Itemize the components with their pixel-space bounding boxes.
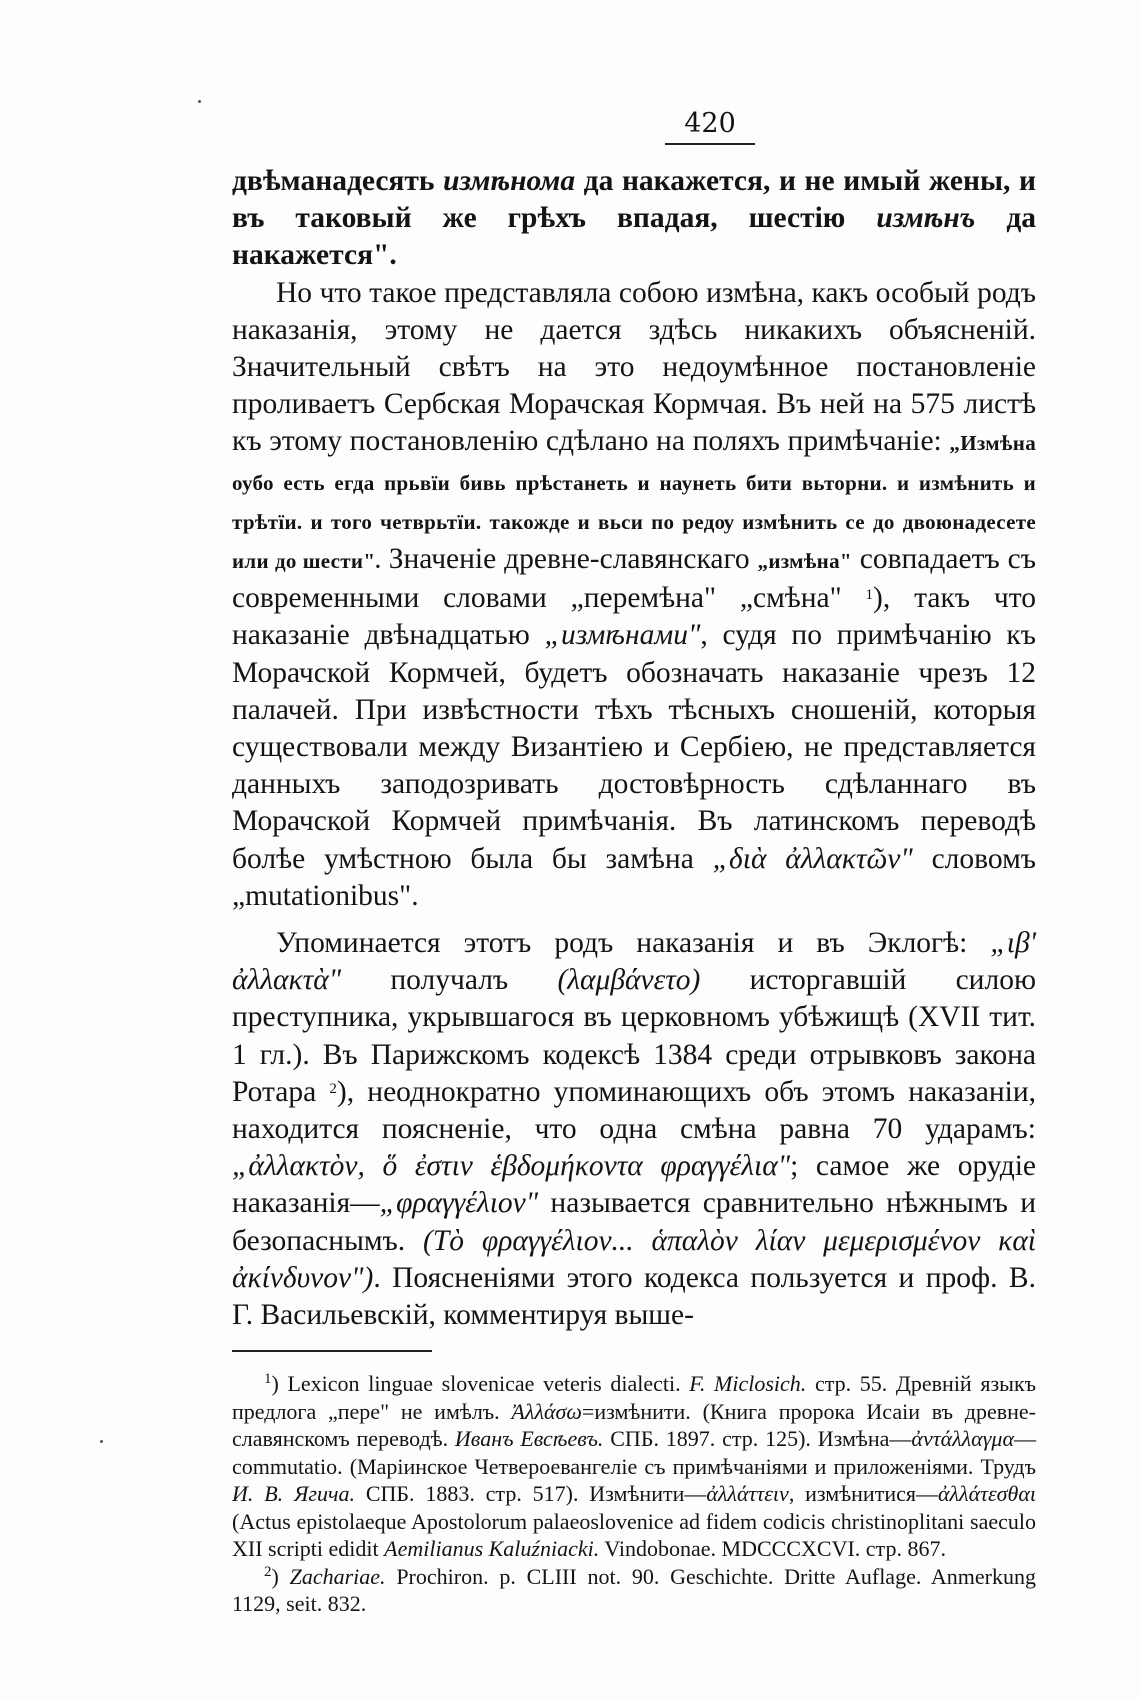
- text-run: да накажется, и не имый жены, и въ таковый же грѣхъ впадая, шестію: [232, 165, 1036, 235]
- text-run: , судя по примѣчанію къ Морачской Кормчей, будетъ обозначать наказаніе чрезъ 12 палачей. При извѣстности тѣхъ тѣсныхъ сношеній, которыя существовали между Византіею и Сербіею, не представляется данныхъ заподозривать достовѣрность сдѣланнаго въ Морачской Кормчей примѣчанія. Въ латинскомъ переводѣ болѣе умѣстною была бы замѣна: [232, 619, 1036, 875]
- main-text: [232, 163, 1036, 1334]
- paragraph-ecloga: [232, 925, 1036, 1334]
- book-page: [232, 108, 1036, 1618]
- greek-phrase: „ιβʹ ἀλλακτὰ": [232, 927, 1036, 997]
- text-run: СПБ. 1883. стр. 517). Измѣнити—: [355, 1481, 707, 1507]
- greek-phrase: „διὰ ἀλλακτῶν": [712, 842, 913, 875]
- paragraph-continuation: [232, 163, 1036, 275]
- footnote-1: [232, 1370, 1036, 1563]
- greek-word: ἀλλάττειν: [706, 1481, 789, 1507]
- footnote-ref-2: 2: [329, 1080, 337, 1097]
- text-run: , измѣнитися—: [788, 1481, 938, 1507]
- text-run: . Поясненіями этого кодекса пользуется и проф. В. Г. Васильевскій, комментируя выше-: [232, 1261, 1036, 1332]
- author-name: Иванъ Евсѣевъ.: [454, 1426, 604, 1452]
- greek-phrase: „φραγγέλιον": [379, 1187, 539, 1220]
- author-name: F. Miclosich.: [689, 1371, 807, 1397]
- text-run: СПБ. 1897. стр. 125). Измѣна—: [603, 1426, 912, 1452]
- footnote-ref-1: 1: [865, 587, 874, 604]
- greek-word: ἀλλάτεσθαι: [937, 1481, 1036, 1507]
- text-run: да накажется".: [232, 202, 1036, 272]
- text-run: ) Lexicon linguae slovenicae veteris dialecti.: [271, 1371, 690, 1397]
- text-run: ; самое же орудіе наказанія—: [232, 1150, 1036, 1220]
- stray-mark: [100, 1440, 103, 1443]
- old-slavonic-word: „измѣна": [757, 549, 852, 574]
- footnote-divider: [232, 1350, 432, 1352]
- stray-mark: [198, 100, 201, 103]
- text-run: ), такъ что наказаніе двѣнадцатью: [232, 582, 1036, 652]
- text-run: ), неоднократно упоминающихъ объ этомъ наказаніи, находится поясненіе, что одна смѣна равна 70 ударамъ:: [232, 1075, 1037, 1146]
- text-run: ): [271, 1563, 290, 1589]
- text-run: —commutatio. (Маріинское Четвероевангеліе съ примѣчаніями и приложеніями. Трудъ: [232, 1426, 1036, 1479]
- author-name: И. В. Ягича.: [232, 1481, 356, 1507]
- text-run: совпадаетъ съ современными словами „перемѣна" „смѣна": [232, 543, 1037, 615]
- footnote-number: 2: [264, 1563, 272, 1580]
- text-run: =измѣнити. (Книга пророка Исаіи въ древне-славянскомъ переводѣ.: [232, 1398, 1036, 1452]
- paragraph-izmena: [232, 275, 1036, 915]
- footnotes: [232, 1370, 1036, 1618]
- text-run: Значеніе древне-славянскаго: [380, 543, 758, 576]
- greek-phrase: „ἀλλακτὸν, ὅ ἐστιν ἑβδομήκοντα φραγγέλια": [232, 1150, 791, 1183]
- page-number: 420: [665, 108, 755, 145]
- text-run: словомъ „mutationibus".: [232, 842, 1036, 912]
- author-name: Aemilianus Kaluźniacki.: [384, 1536, 600, 1562]
- footnote-2: [232, 1563, 1036, 1618]
- footnote-number: 1: [264, 1371, 272, 1388]
- text-run-italic: измѣнома: [443, 165, 576, 197]
- text-run: Упоминается этотъ родъ наказанія и въ Эклогѣ:: [276, 927, 991, 960]
- old-slavonic-quote: „Измѣна оубо есть егда прьвїи бивь прѣстанеть и наунеть бити вьторни. и измѣнить и трѣтїи. и того четврьтїи. такожде и вьси по редѹ измѣнить се до двоюнадесете или до шести".: [232, 431, 1036, 574]
- greek-word: ἀντάλλαγμα: [911, 1426, 1014, 1452]
- text-run: исторгавшій силою преступника, укрывшагося въ церковномъ убѣжищѣ (XVII тит. 1 гл.). Въ Парижскомъ кодексѣ 1384 среди отрывковъ закона Ротара: [232, 964, 1036, 1108]
- text-run: называется сравнительно нѣжнымъ и безопаснымъ.: [232, 1187, 1036, 1257]
- greek-phrase: (λαμβάνετο): [557, 964, 701, 997]
- text-run: (Actus epistolaeque Apostolorum palaeoslovenice ad fidem codicis christinoplitani saeculo XII scripti edidit: [232, 1508, 1036, 1562]
- text-run: Но что такое представляла собою измѣна, какъ особый родъ наказанія, этому не дается здѣсь никакихъ объясненій. Значительный свѣтъ на это недоумѣнное постановленіе проливаетъ Сербская Морачская Кормчая. Въ ней на 575 листѣ къ этому постановленію сдѣлано на поляхъ примѣчаніе:: [232, 276, 1036, 458]
- text-run-italic: измѣнъ: [876, 202, 976, 235]
- text-run-italic: „измѣнами": [544, 619, 701, 652]
- greek-word: Ἀλλάσω: [511, 1398, 582, 1424]
- text-run: двѣманадесять: [232, 165, 444, 197]
- author-name: Zachariae.: [289, 1563, 386, 1589]
- text-run: Vindobonae. MDCCCXCVI. стр. 867.: [599, 1536, 946, 1562]
- text-run: получалъ: [341, 964, 558, 997]
- text-run: стр. 55. Древній языкъ предлога „пере" не имѣлъ.: [232, 1371, 1037, 1424]
- text-run: Prochiron. p. CLIII not. 90. Geschichte. Dritte Auflage. Anmerkung 1129, seit. 832.: [232, 1563, 1036, 1617]
- greek-phrase: (Τὸ φραγγέλιον... ἁπαλὸν λίαν μεμερισμένον καὶ ἀκίνδυνον"): [232, 1224, 1036, 1294]
